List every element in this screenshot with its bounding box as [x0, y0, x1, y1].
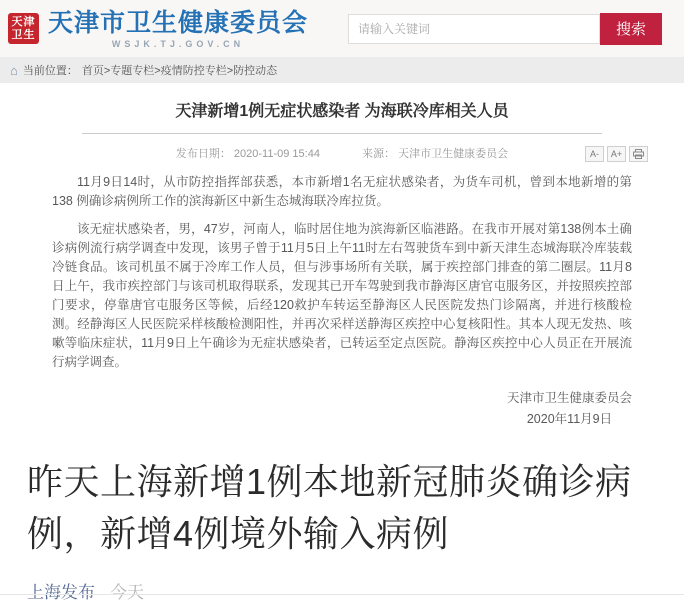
site-domain: WSJK.TJ.GOV.CN [111, 38, 245, 49]
site-header [0, 0, 684, 57]
search-input[interactable] [348, 14, 600, 44]
wechat-headline: 昨天上海新增1例本地新冠肺炎确诊病例，新增4例境外输入病例 [27, 461, 632, 554]
source-value: 天津市卫生健康委员会 [398, 148, 509, 160]
search-button[interactable]: 搜索 [600, 13, 662, 45]
article-paragraph: 11月9日14时，从市防控指挥部获悉，本市新增1名无症状感染者，为货车司机，曾到本地新增的第138 例确诊病例所工作的滨海新区中新生态城海联冷库拉货。 [52, 175, 632, 208]
bottom-divider [0, 594, 684, 595]
home-icon: ⌂ [10, 62, 18, 78]
article-signature [507, 388, 632, 430]
article-body [0, 83, 684, 440]
site-brand [8, 9, 308, 49]
seal-logo-icon [8, 13, 39, 44]
wechat-article-preview [0, 440, 684, 603]
wechat-account-link[interactable]: 上海发布 [27, 583, 95, 602]
wechat-publish-time: 今天 [110, 583, 144, 602]
print-icon [633, 149, 644, 159]
title-divider [82, 133, 602, 134]
site-title: 天津市卫生健康委员会 [48, 8, 309, 37]
breadcrumb-label: 当前位置： [22, 65, 78, 77]
brand-text [48, 9, 308, 49]
article-paragraph: 该无症状感染者，男，47岁，河南人，临时居住地为滨海新区临港路。在我市开展对第138例本土确诊病例流行病学调查中发现，该男子曾于11月5日上午11时左右驾驶货车到中新天津生态城海联冷库装载冷链食品。该司机虽不属于冷库工作人员，但与涉事场所有关联，属于疾控部门排查的第二圈层。11月8日上午，我市疾控部门与该司机取得联系，发现其已开车驾驶到我市静海区唐官屯服务区，并按照疾控部门要求，停靠唐官屯服务区等候，后经120救护车转运至静海区人民医院发热门诊隔离，并进行核酸检测。经静海区人民医院采样核酸检测阳性，并再次采样送静海区疾控中心复核阳性。其本人现无发热、咳嗽等临床症状，11月9日上午确诊为无症状感染者，已转运至定点医院。静海区疾控中心人员正在开展流行病学调查。 [52, 222, 632, 369]
search-bar [348, 13, 662, 45]
wechat-byline [27, 578, 662, 603]
font-controls [585, 146, 648, 162]
print-button[interactable] [629, 146, 648, 162]
source-label: 来源： [362, 148, 396, 160]
breadcrumb [0, 57, 684, 83]
article-meta [52, 146, 632, 164]
font-larger-button[interactable]: A+ [607, 146, 626, 162]
seal-text-bottom: 卫生 [11, 29, 36, 41]
article-title: 天津新增1例无症状感染者 为海联冷库相关人员 [175, 103, 509, 120]
seal-text-top: 天津 [11, 16, 36, 28]
font-smaller-button[interactable]: A- [585, 146, 604, 162]
breadcrumb-path[interactable]: 首页>专题专栏>疫情防控专栏>防控动态 [81, 65, 278, 77]
publish-date-value: 2020-11-09 15:44 [233, 148, 320, 160]
publish-date-label: 发布日期： [175, 148, 231, 160]
signature-date: 2020年11月9日 [526, 412, 613, 426]
signature-org: 天津市卫生健康委员会 [506, 391, 632, 405]
